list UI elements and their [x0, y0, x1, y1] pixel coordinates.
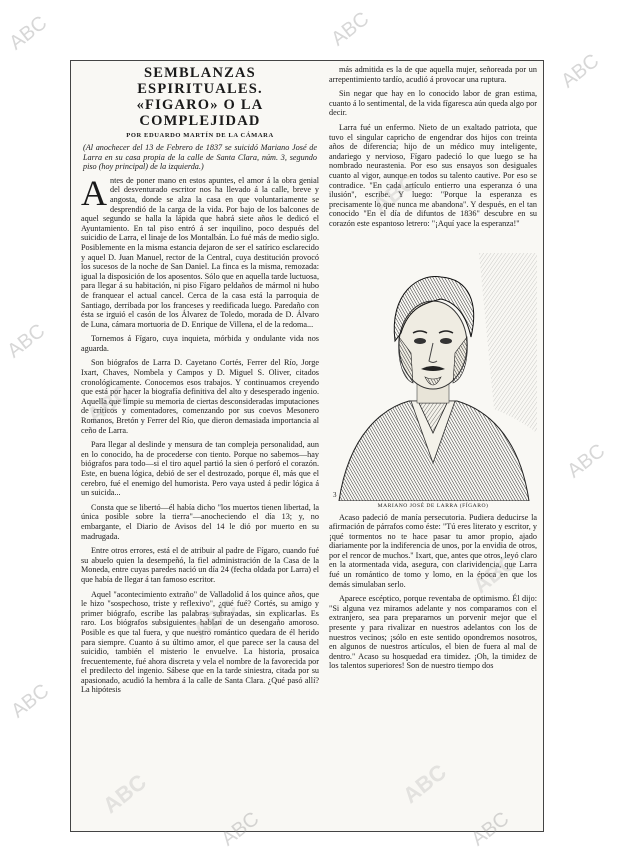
watermark-abc: ABC: [82, 379, 136, 429]
lede: (Al anochecer del 13 de Febrero de 1837 se suicidó Mariano José de Larra en su casa propia de la calle de Santa Clara, núm. 3, segundo piso (hoy principal) de la izquierda.): [83, 143, 317, 172]
margin-watermark-abc: ABC: [327, 7, 374, 51]
paragraph: [329, 513, 537, 590]
paragraph: [81, 172, 319, 330]
margin-watermark-abc: ABC: [217, 807, 264, 851]
left-column: [81, 65, 319, 695]
paragraph: [81, 590, 319, 696]
paragraph-text: ntes de poner mano en estos apuntes, el amor á la obra genial del desventurado escritor nos ha llevado á la calle, breve y angosta, donde se alza la casa en que voluntariamente se desprendió de la carga de la vida. Por bajo de los balcones de aquel segundo se halla la lápida que habrá siete años le dedicó el Ayuntamiento. En tal piso entró á ser inquilino, poco después del suicidio de Larra, el linaje de los Montalbán. Lo fué más de medio siglo. Posiblemente en la misma estancia dejaron de ser el satírico esclarecido y aquel D. Juan Manuel, rector de la Central, cuya destitución provocó los sucesos de la noche de San Daniel. La finca es la misma, remozada: igual la disposición de los aposentos. Sólo que en aquella tarde luctuosa, para llegar á su habitación, ni piso Fígaro peldaños de mármol ni hubo de franquear el actual cancel. Cerca de la casa está la parroquia de Santiago, derribada por los franceses y reedificada luego. Paredaño con ésta se irguió el casón de los Álvarez de Toledo, morada de D. Álvaro de Luna, cámara mortuoria de D. Enrique de Villena, el de la redoma...: [81, 175, 319, 329]
headline-line-1: SEMBLANZAS ESPIRITUALES.: [137, 65, 263, 97]
paragraph-text: Aquel "acontecimiento extraño" de Valladolid á los quince años, que le hizo "sospechoso, triste y reflexivo", ¿qué fué? Cortés, su amigo y primer biógrafo, escribe las palabras subrayadas, sin explicarlas. Es raro. Los biógrafos subsiguientes hablan de un desengaño amoroso. Posible es que tal fuera, y que nuestro romántico quedara de él herido para siempre. Cuanto á su último amor, el que parece ser la causa del suicidio, también el misterio le envuelve. La historia, prosaica frecuentemente, fué ahora discreta y vela el nombre de la favorecida por el predilecto del ingenio. Sábese que en la tarde siniestra, citada por su apasionado, acudió la hembra á la calle de Santa Clara. ¿Qué pasó allí? La hipótesis: [81, 589, 319, 695]
paragraph: [329, 65, 537, 84]
portrait-engraving: [329, 233, 537, 501]
margin-watermark-abc: ABC: [3, 319, 50, 363]
paragraph-text: Entre otros errores, está el de atribuir al padre de Fígaro, cuando fué su abuelo quien la desempeñó, la fiel administración de la Casa de la Moneda, entre cuyas paredes nació un día 24 (fecha oldada por Larra) el que había de llegar á tan famoso escritor.: [81, 546, 319, 584]
paragraph-text: Tornemos á Fígaro, cuya inquieta, mórbida y ondulante vida nos aguarda.: [81, 334, 319, 353]
paragraph-text: Larra fué un enfermo. Nieto de un exaltado patriota, que tuvo el singular capricho de engendrar dos hijos con treinta años de diferencia; hijo de un médico muy inteligente, andariego y nervioso, Fígaro padeció lo que luego se ha nombrado neurastenia. Por eso sus ensayos son desiguales cuanto al vigor, aunque en todos su talento cautive. Por eso se contradice. "En cada artículo entierro una esperanza ó una ilusión", escribe. Y luego: "Porque la esperanza es precisamente lo que nunca me abandona". Y después, en el tan conocido "En el día de difuntos de 1836" descubre en su corazón este espantoso letrero: "¡Aquí yace la esperanza!": [329, 122, 537, 228]
newspaper-page: [70, 60, 544, 832]
paragraph-text: Sin negar que hay en lo conocido labor de gran estima, cuanto á lo sentimental, de la vida fígaresca aún queda algo por decir.: [329, 89, 537, 118]
headline-line-2: «FIGARO» O LA COMPLEJIDAD: [136, 97, 264, 129]
paragraph: [329, 123, 537, 229]
watermark-abc: ABC: [98, 769, 152, 819]
paragraph-text: Para llegar al deslinde y mensura de tan compleja personalidad, aun en lo conocido, ha de procederse con tiento. Porque no sabemos—hay biógrafos para todo—si el tiro aquel partió la sien ó perforó el corazón. Este, en buena lógica, debió de ser el destrozado, porque él, más que el cerebro, fué el enemigo del humorista. Pero vaya usted á pedir lógica á un suicida...: [81, 440, 319, 498]
margin-watermark-abc: ABC: [467, 807, 514, 851]
paragraph-text: más admitida es la de que aquella mujer, señoreada por un arrepentimiento tardío, acudió á provocar una ruptura.: [329, 65, 537, 84]
paragraph: [81, 440, 319, 498]
margin-watermark-abc: ABC: [563, 439, 610, 483]
paragraph: [81, 546, 319, 584]
paragraph: [329, 89, 537, 118]
left-body: [81, 172, 319, 695]
watermark-abc: ABC: [368, 169, 422, 219]
portrait-caption: MARIANO JOSÉ DE LARRA (FÍGARO): [377, 502, 489, 509]
watermark-abc: ABC: [188, 594, 242, 644]
margin-watermark-abc: ABC: [5, 11, 52, 55]
watermark-abc: ABC: [398, 759, 452, 809]
paragraph: [81, 503, 319, 541]
paragraph-text: Son biógrafos de Larra D. Cayetano Cortés, Ferrer del Río, Jorge Ixart, Chaves, Nombela y Campos y D. Miguel S. Oliver, citados cronológicamente. Conocemos esos trabajos. Y continuamos creyendo que está por hacer la biografía definitiva del alto y desesperado ingenio. Aquella que limpie su memoria de ciertas desconsideradas imputaciones de críticos y comentadores, comenzando por sus coevos Mesonero Romanos, Bretón y Ferrer del Río, que dieron demasiada importancia al ceño de Larra.: [81, 358, 319, 435]
paragraph-text: Consta que se libertó—él había dicho "los muertos tienen libertad, la única posible sobre la tierra"—anocheciendo el día 13; y, no embargante, el Diario de Avisos del 14 le dió por muerto en su madrugada.: [81, 502, 319, 541]
paragraph-text: Acaso padeció de manía persecutoria. Pudiera deducirse la afirmación de párrafos como éste: "Tú eres literato y escritor, y ¡qué tormentos no te hace pasar tu amor propio, ajado diariamente por la indiferencia de unos, por la envidia de otros, por el rencor de muchos." Ixart, que, antes que otros, leyó claro en la atormentada vida, asegura, con clarividencia, que Larra fué un romántico de tomo y lomo, en la época en que los demás simulaban serlo.: [329, 512, 537, 589]
right-column: [329, 65, 537, 671]
margin-watermark-abc: ABC: [557, 49, 604, 93]
watermark-abc: ABC: [468, 549, 522, 599]
portrait-number: 3: [333, 490, 337, 499]
portrait-image: [329, 233, 537, 501]
headline: [81, 65, 319, 129]
paragraph: [81, 358, 319, 435]
margin-watermark-abc: ABC: [7, 679, 54, 723]
right-body-bottom: [329, 513, 537, 672]
paragraph-text: Aparece escéptico, porque reventaba de optimismo. Él dijo: "Si alguna vez miramos adelante y nos comparamos con el extranjero, sea para prepararnos un porvenir mejor que el presente y para rivalizar en nuestros adelantos con los de nuestros vecinos; ¡sólo en este sentido opondremos nosotros, en algunos de nuestros artículos, el bien de fuera al mal de dentro." Acaso su hosquedad era timidez. ¡Oh, la timidez de los talentos superiores! Son de nuestro tiempo dos: [329, 594, 537, 671]
paragraph: [81, 334, 319, 353]
drop-cap: A: [81, 172, 107, 213]
paragraph: [329, 594, 537, 671]
byline: POR EDUARDO MARTÍN DE LA CÁMARA: [126, 132, 274, 139]
right-body-top: [329, 65, 537, 229]
